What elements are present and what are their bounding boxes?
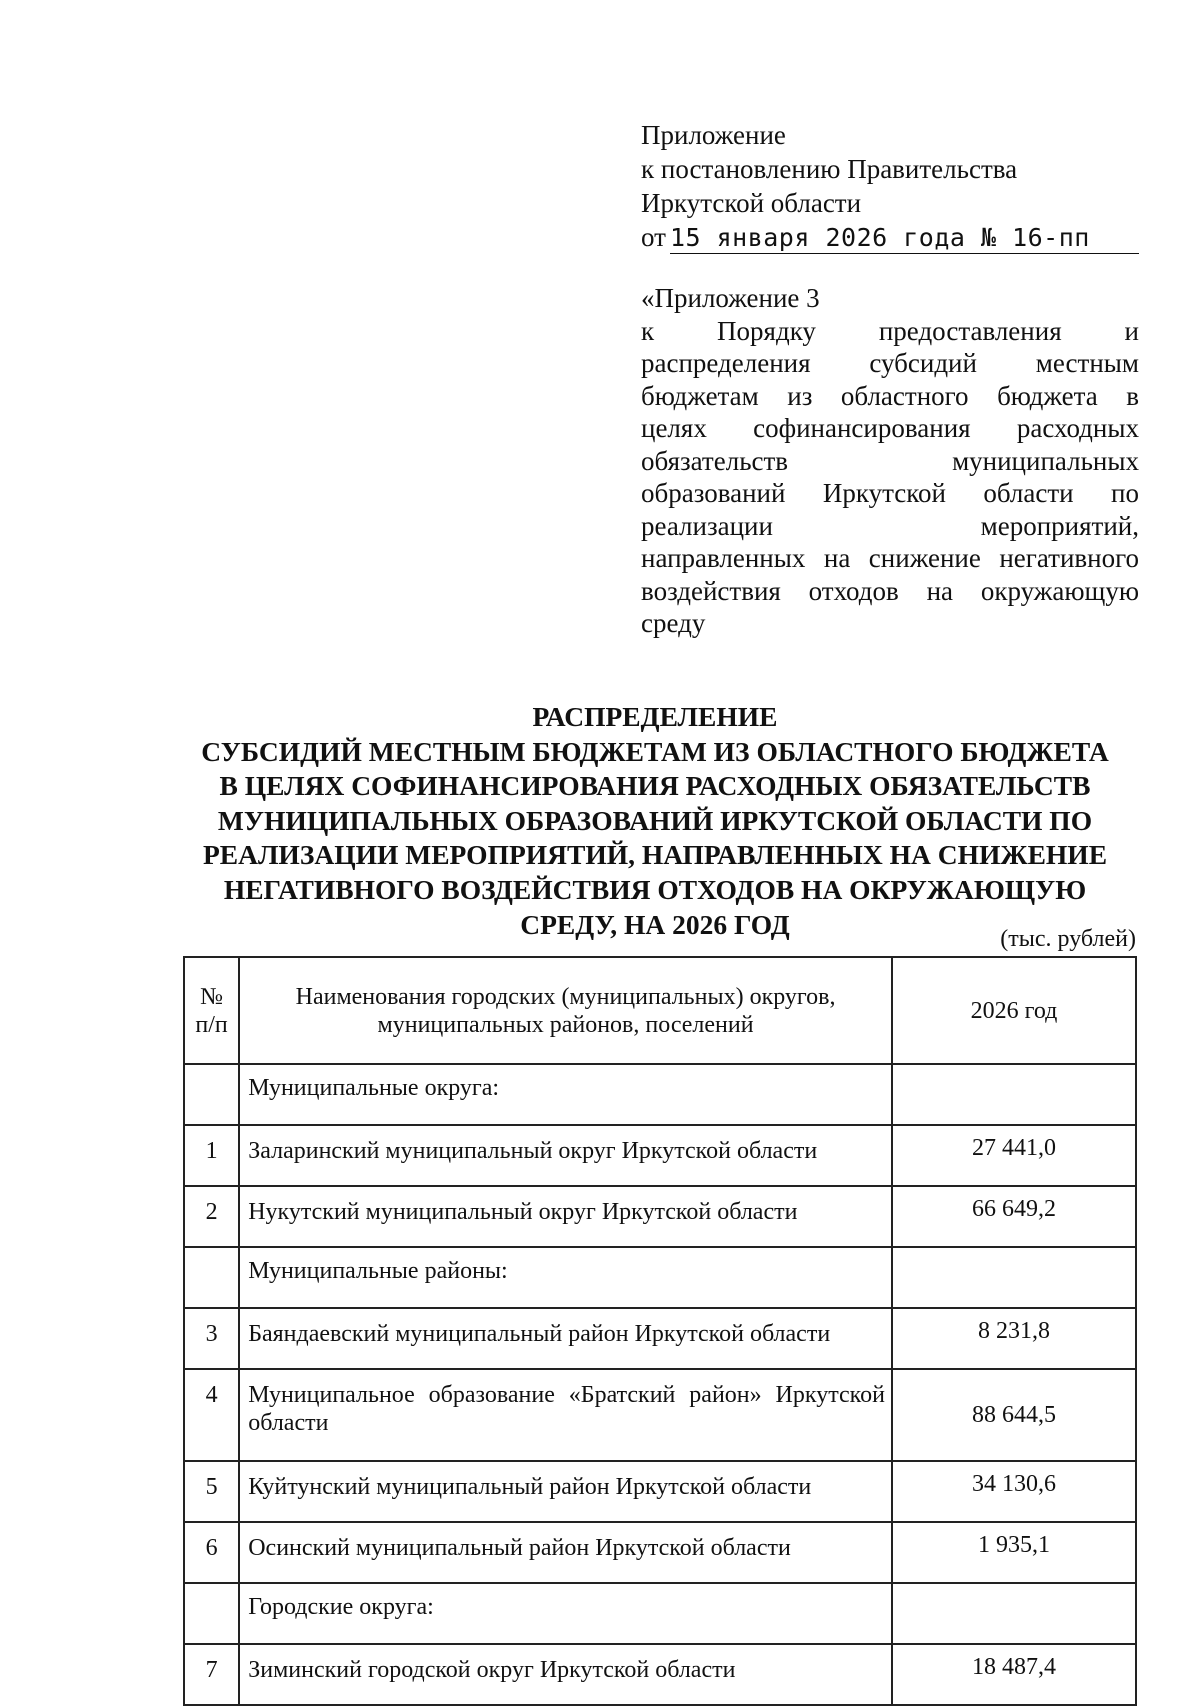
appendix-line: Приложение xyxy=(641,120,786,150)
appendix-line: Иркутской области xyxy=(641,188,862,218)
row-number xyxy=(184,1247,239,1308)
row-value: 34 130,6 xyxy=(892,1461,1136,1522)
title-line: В ЦЕЛЯХ СОФИНАНСИРОВАНИЯ РАСХОДНЫХ ОБЯЗАТЕЛЬСТВ xyxy=(219,770,1091,802)
appendix3-line: распределения субсидий местным xyxy=(641,348,1139,378)
row-number: 4 xyxy=(184,1369,239,1461)
title-line: РАСПРЕДЕЛЕНИЕ xyxy=(532,701,778,732)
appendix3-line: воздействия отходов на окружающую xyxy=(641,575,1139,606)
appendix3-line: бюджетам из областного бюджета в xyxy=(641,380,1139,411)
appendix3-reference xyxy=(641,282,1139,640)
row-value: 8 231,8 xyxy=(892,1308,1136,1369)
table-row xyxy=(184,1369,1136,1461)
row-number: 2 xyxy=(184,1186,239,1247)
row-value: 18 487,4 xyxy=(892,1644,1136,1705)
row-name: Куйтунский муниципальный район Иркутской области xyxy=(239,1461,892,1522)
table-row xyxy=(184,1064,1136,1125)
document-title xyxy=(180,700,1130,942)
appendix-line: к постановлению Правительства xyxy=(641,154,1018,184)
title-line: СУБСИДИЙ МЕСТНЫМ БЮДЖЕТАМ ИЗ ОБЛАСТНОГО БЮДЖЕТА xyxy=(201,735,1109,767)
table-row xyxy=(184,1461,1136,1522)
row-number: 1 xyxy=(184,1125,239,1186)
title-line: НЕГАТИВНОГО ВОЗДЕЙСТВИЯ ОТХОДОВ НА ОКРУЖАЮЩУЮ xyxy=(223,873,1087,905)
appendix3-line: целях софинансирования расходных xyxy=(641,413,1139,443)
appendix3-line: среду xyxy=(641,608,706,638)
header-number-line: № xyxy=(200,983,224,1010)
row-value: 1 935,1 xyxy=(892,1522,1136,1583)
header-number xyxy=(184,957,239,1064)
appendix3-line: обязательств муниципальных xyxy=(641,445,1139,476)
appendix3-line: образований Иркутской области по xyxy=(641,478,1139,508)
row-name: Зиминский городской округ Иркутской области xyxy=(239,1644,892,1705)
row-name: Нукутский муниципальный округ Иркутской области xyxy=(239,1186,892,1247)
title-line: СРЕДУ, НА 2026 ГОД xyxy=(520,908,790,940)
table-row xyxy=(184,1186,1136,1247)
appendix3-line: реализации мероприятий, xyxy=(641,510,1139,541)
units-note: (тыс. рублей) xyxy=(1000,926,1136,952)
row-name: Осинский муниципальный район Иркутской области xyxy=(239,1522,892,1583)
appendix3-line: «Приложение 3 xyxy=(641,283,820,313)
table-row xyxy=(184,1583,1136,1644)
row-number: 7 xyxy=(184,1644,239,1705)
row-name: Муниципальные округа: xyxy=(239,1064,892,1125)
row-number: 5 xyxy=(184,1461,239,1522)
table-row xyxy=(184,1522,1136,1583)
table-row xyxy=(184,1308,1136,1369)
header-year: 2026 год xyxy=(892,957,1136,1064)
row-name: Городские округа: xyxy=(239,1583,892,1644)
row-number xyxy=(184,1064,239,1125)
date-prefix: от xyxy=(641,222,666,252)
row-value xyxy=(892,1064,1136,1125)
resolution-date-line xyxy=(641,220,1139,254)
appendix-header xyxy=(641,118,1139,254)
title-line: РЕАЛИЗАЦИИ МЕРОПРИЯТИЙ, НАПРАВЛЕННЫХ НА СНИЖЕНИЕ xyxy=(202,839,1108,871)
header-name xyxy=(239,957,892,1064)
row-number: 6 xyxy=(184,1522,239,1583)
row-name: Муниципальное образование «Братский район» Иркутской области xyxy=(239,1369,892,1461)
table-header-row xyxy=(184,957,1136,1064)
row-number xyxy=(184,1583,239,1644)
header-name-line: муниципальных районов, поселений xyxy=(377,1011,754,1038)
resolution-date: 15 января 2026 года № 16-пп xyxy=(670,224,1139,254)
table-row xyxy=(184,1644,1136,1705)
row-value xyxy=(892,1583,1136,1644)
row-value: 88 644,5 xyxy=(892,1369,1136,1461)
appendix3-line: направленных на снижение негативного xyxy=(641,543,1139,573)
row-value: 66 649,2 xyxy=(892,1186,1136,1247)
row-number: 3 xyxy=(184,1308,239,1369)
header-name-line: Наименования городских (муниципальных) округов, xyxy=(295,983,836,1010)
appendix3-line: к Порядку предоставления и xyxy=(641,315,1139,346)
title-line: МУНИЦИПАЛЬНЫХ ОБРАЗОВАНИЙ ИРКУТСКОЙ ОБЛАСТИ ПО xyxy=(217,804,1093,836)
row-value xyxy=(892,1247,1136,1308)
table-row xyxy=(184,1247,1136,1308)
table-row xyxy=(184,1125,1136,1186)
row-name: Муниципальные районы: xyxy=(239,1247,892,1308)
row-name: Заларинский муниципальный округ Иркутской области xyxy=(239,1125,892,1186)
header-number-line: п/п xyxy=(195,1011,228,1038)
distribution-table xyxy=(183,956,1137,1706)
row-name: Баяндаевский муниципальный район Иркутской области xyxy=(239,1308,892,1369)
row-value: 27 441,0 xyxy=(892,1125,1136,1186)
